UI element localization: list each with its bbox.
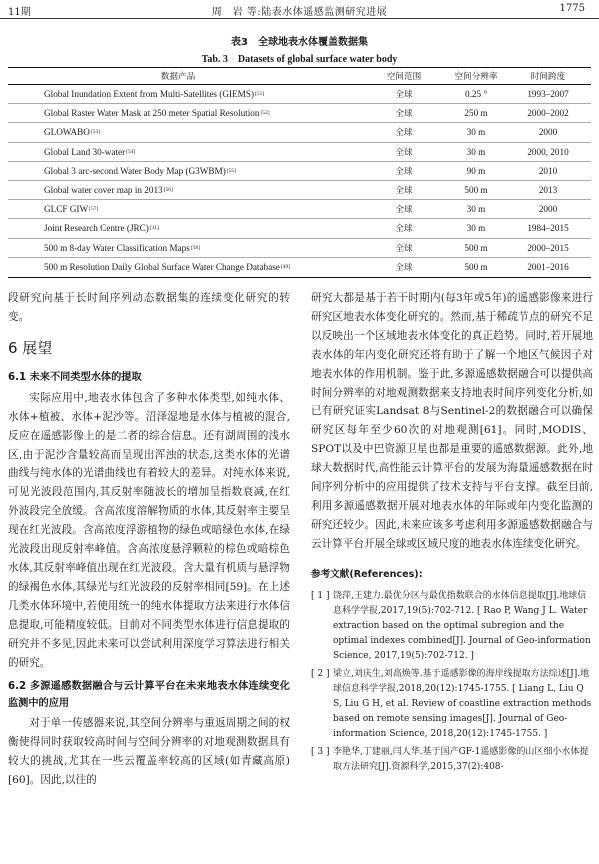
extent-cell: 全球 (395, 186, 413, 197)
time-span-cell: 2000–2002 (527, 108, 569, 119)
reference-number: [ 2 ] (311, 668, 330, 679)
table-row (8, 162, 591, 181)
product-cell (44, 258, 374, 277)
table-header-row (8, 68, 591, 85)
product-cell (44, 200, 374, 218)
section-heading: 6 展望 (8, 338, 53, 357)
extent-cell: 全球 (395, 224, 413, 235)
extent-cell: 全球 (395, 109, 413, 120)
left-column (8, 289, 290, 790)
column-header-time-span: 时间跨度 (530, 72, 566, 82)
table-row (8, 181, 591, 200)
resolution-cell: 30 m (466, 146, 486, 157)
running-header (0, 0, 599, 19)
time-span-cell: 2000, 2010 (527, 146, 569, 157)
column-header-resolution: 空间分辨率 (454, 72, 498, 82)
reference-number: [ 3 ] (311, 746, 330, 757)
citation: [57] (89, 206, 99, 213)
product-cell (44, 239, 374, 257)
reference-item (311, 745, 593, 775)
time-span-cell: 2010 (538, 165, 558, 176)
product-name: 500 m 8-day Water Classification Maps (44, 242, 190, 253)
extent-cell: 全球 (395, 90, 413, 101)
resolution-cell: 30 m (466, 204, 486, 215)
table-caption-cn: 表3 全球地表水体覆盖数据集 (231, 37, 368, 48)
citation: [56] (163, 187, 173, 194)
product-cell (44, 104, 374, 122)
paragraph-continuation: 段研究向基于长时间序列动态数据集的连续变化研究的转变。 (8, 292, 290, 323)
resolution-cell: 500 m (464, 185, 488, 196)
product-name: Global 3 arc-second Water Body Map (G3WBM) (44, 165, 226, 176)
time-span-cell: 2000–2015 (527, 242, 569, 253)
product-name: 500 m Resolution Daily Global Surface Water Change Database (44, 262, 280, 273)
table-row (8, 85, 591, 104)
extent-cell: 全球 (395, 128, 413, 139)
reference-text: 李艳华,丁建丽,闫人华.基于国产GF-1遥感影像的山区细小水体提取方法研究[J].资源科学,2015,37(2):408- (333, 746, 589, 772)
paragraph: 对于单一传感器来说,其空间分辨率与重返周期之间的权衡使得同时获取较高时间与空间分辨率的对地观测数据具有较大的挑战,尤其在一些云覆盖率较高的区域(如青藏高原)[60]。因此,以往的 (8, 717, 290, 787)
resolution-cell: 90 m (466, 165, 486, 176)
reference-text: 饶萍,王建力.最优分区与最优指数联合的水体信息提取[J].地球信息科学学报,2017,19(5):702-712. [ Rao P, Wang J L. Water extraction based on the optimal subregion and the optimal indexes combined[J]. Journal of Geo-information Science, 2017,19(5):702-712. ] (333, 590, 591, 661)
product-cell (44, 162, 374, 180)
product-cell (44, 85, 374, 103)
resolution-cell: 500 m (464, 242, 488, 253)
product-name: Joint Research Centre (JRC) (44, 223, 149, 234)
table-row (8, 104, 591, 123)
paragraph-continuation: 研究大都是基于若干时期内(每3年或5年)的遥感影像来进行研究区地表水体变化研究的。然而,基于稀疏节点的研究不足以反映出一个区域地表水体变化的真正趋势。同时,若开展地表水体的年内变化研究还将有助于了解一个地区气候因子对地表水体的作用机制。鉴于此,多源遥感数据融合可以提供高时间分辨率的对地观测数据来支持地表时间序列变化分析,如已有研究证实Landsat 8与Sentinel-2的数据融合可以确保研究区每年至少60次的对地观测[61]。同时,MODIS、SPOT以及中巴资源卫星也都是重要的遥感数据源。此外,地球大数据时代,高性能云计算平台的发展为海量遥感数据在时间序列分析中的应用提供了技术支持与平台支撑。截至目前,利用多源遥感数据开展对地表水体的年际或年内变化监测的研究还较少。因此,未来应该多考虑利用多源遥感数据融合与云计算平台开展全球或区域尺度的地表水体连续变化研究。 (311, 292, 593, 550)
product-cell (44, 123, 374, 141)
resolution-cell: 30 m (466, 223, 486, 234)
product-cell (44, 181, 374, 199)
time-span-cell: 1984–2015 (527, 223, 569, 234)
resolution-cell: 30 m (466, 127, 486, 138)
resolution-cell: 500 m (464, 262, 488, 273)
time-span-cell: 2000 (538, 127, 558, 138)
resolution-cell: 250 m (464, 108, 488, 119)
product-cell (44, 143, 374, 161)
product-name: Global water cover map in 2013 (44, 185, 163, 196)
product-name: Global Land 30-water (44, 146, 126, 157)
references-heading: 参考文献(References): (311, 568, 423, 580)
table-caption-en: Tab. 3 Datasets of global surface water body (201, 54, 398, 65)
citation: [52] (260, 110, 270, 117)
running-title: 周 岩 等:陆表水体遥感监测研究进展 (211, 7, 388, 18)
subsection-heading: 6.1 未来不同类型水体的提取 (8, 371, 142, 383)
time-span-cell: 2013 (538, 185, 558, 196)
reference-item (311, 589, 593, 664)
extent-cell: 全球 (395, 147, 413, 158)
table-row (8, 123, 591, 142)
time-span-cell: 2001–2016 (527, 262, 569, 273)
column-header-extent: 空间范围 (386, 72, 422, 82)
reference-item (311, 667, 593, 742)
extent-cell: 全球 (395, 166, 413, 177)
citation: [51] (255, 91, 265, 98)
table-row (8, 143, 591, 162)
citation: [58] (190, 244, 200, 251)
citation: [54] (126, 148, 136, 155)
subsection-heading: 6.2 多源遥感数据融合与云计算平台在未来地表水体连续变化监测中的应用 (8, 681, 290, 710)
extent-cell: 全球 (395, 243, 413, 254)
table-row (8, 219, 591, 238)
product-name: GLCF GIW (44, 204, 89, 215)
table-row (8, 239, 591, 258)
issue-number: 11期 (8, 7, 31, 18)
citation: [53] (90, 129, 101, 136)
paragraph: 实际应用中,地表水体包含了多种水体类型,如纯水体、水体+植被、水体+泥沙等。沼泽湿地是水体与植被的混合,反应在遥感影像上的是二者的综合信息。还有湖周围的浅水区,由于泥沙含量较高而呈现出浑浊的状态,这类水体的光谱曲线与纯水体的光谱曲线也有着较大的差异。对纯水体来说,可见光波段范围内,其反射率随波长的增加呈指数衰减,在红外波段完全放缓。含高浓度溶解物质的水体,其反射率主要呈现在红光波段。含高浓度浮游植物的绿色或暗绿色水体,在绿光波段出现反射率峰值。含高浓度悬浮颗粒的棕色或暗棕色水体,其反射率峰值出现在红光波段。含大量有机质与悬浮物的绿褐色水体,其绿光与红光波段的反射率相同[59]。在上述几类水体环境中,若使用统一的纯水体提取方法来进行水体信息提取,可能精度较低。目前对不同类型水体进行信息提取的研究并不多见,因此未来可以尝试利用深度学习算法进行相关的研究。 (8, 391, 290, 669)
page-number: 1775 (559, 3, 585, 14)
reference-text: 梁立,刘庆生,刘高焕等.基于遥感影像的海岸线提取方法综述[J].地球信息科学学报,2018,20(12):1745-1755. [ Liang L, Liu Q S, Liu G H, et al. Review of coastline extraction methods based on remote sensing images[J]. Journal of Geo-information Science, 2018,20(12):1745-1755. ] (333, 668, 592, 739)
citation: [11] (149, 225, 159, 232)
resolution-cell: 0.25 ° (464, 89, 488, 100)
extent-cell: 全球 (395, 205, 413, 216)
extent-cell: 全球 (395, 263, 413, 274)
datasets-table (8, 67, 591, 278)
table-row (8, 258, 591, 277)
product-name: Global Inundation Extent from Multi-Satellites (GIEMS) (44, 89, 255, 100)
product-cell (44, 219, 374, 237)
table-row (8, 200, 591, 219)
product-name: Global Raster Water Mask at 250 meter Spatial Resolution (44, 108, 260, 119)
time-span-cell: 1993–2007 (527, 89, 569, 100)
reference-number: [ 1 ] (311, 590, 330, 601)
citation: [55] (226, 167, 236, 174)
citation: [49] (280, 264, 291, 271)
product-name: GLOWABO (44, 127, 90, 138)
time-span-cell: 2000 (538, 204, 558, 215)
right-column (311, 289, 593, 778)
column-header-product: 数据产品 (160, 72, 196, 82)
